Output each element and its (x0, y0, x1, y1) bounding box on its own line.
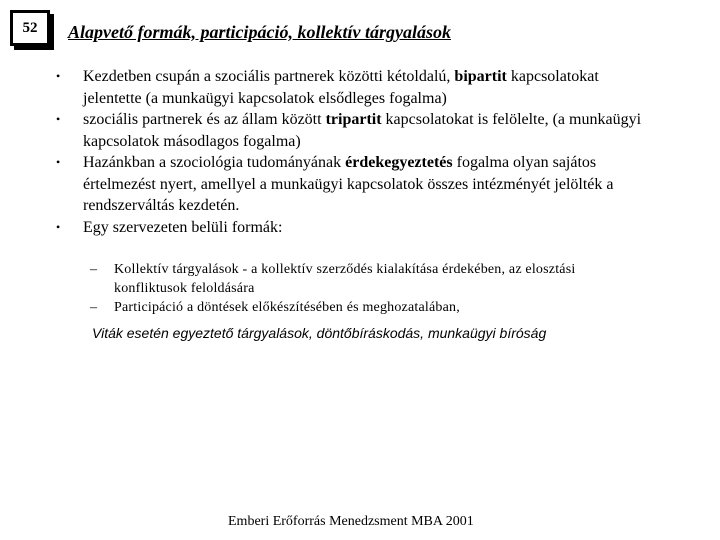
bullet-item (52, 152, 652, 217)
sub-bullet-item (90, 298, 650, 317)
sub-bullet-text: Kollektív tárgyalások - a kollektív szerződés kialakítása érdekében, az elosztási konfliktusok feloldására (114, 262, 576, 296)
page-number: 52 (22, 20, 38, 36)
bullet-text-after: kapcsolatokat jelentette (a munkaügyi kapcsolatok elsődleges fogalma) (83, 68, 599, 107)
bullet-text (83, 217, 652, 239)
italic-note: Viták esetén egyeztető tárgyalások, döntőbíráskodás, munkaügyi bíróság (92, 325, 547, 341)
bullet-icon: • (56, 112, 61, 126)
bullet-text-before: Kezdetben csupán a szociális partnerek közötti kétoldalú, (83, 68, 455, 85)
page-number-box (10, 10, 50, 46)
bullet-icon: • (56, 155, 61, 169)
footer-text: Emberi Erőforrás Menedzsment MBA 2001 (228, 514, 474, 529)
bullet-item (52, 109, 652, 152)
dash-icon: – (90, 262, 98, 277)
bullet-text-before: Hazánkban a szociológia tudományának (83, 154, 346, 171)
slide-title: Alapvető formák, participáció, kollektív tárgyalások (68, 22, 451, 42)
bullet-text (83, 152, 652, 217)
bullet-text-before: szociális partnerek és az állam között (83, 111, 326, 128)
bullet-item (52, 66, 652, 109)
sub-bullet-text: Participáció a döntések előkészítésében és meghozatalában, (114, 300, 460, 315)
bullet-icon: • (56, 219, 61, 234)
bullet-text-after: kapcsolatokat is felölelte, (a munkaügyi kapcsolatok másodlagos fogalma) (83, 111, 642, 150)
bullet-text-bold: érdekegyeztetés (345, 154, 453, 171)
bullet-item (52, 217, 652, 239)
bullet-text-after: fogalma olyan sajátos értelmezést nyert, amellyel a munkaügyi kapcsolatok összes intézményét jelölték a rendszerváltás kezdetén. (83, 154, 614, 214)
bullet-icon: • (56, 69, 61, 83)
sub-bullet-list (90, 260, 650, 317)
bullet-text (83, 66, 652, 109)
sub-bullet-item (90, 260, 650, 298)
bullet-text-bold: tripartit (325, 111, 382, 128)
bullet-list (52, 66, 652, 238)
bullet-text (83, 109, 652, 152)
bullet-text-bold: bipartit (454, 68, 507, 85)
bullet-text-before: Egy szervezeten belüli formák: (83, 218, 283, 236)
dash-icon: – (90, 300, 98, 315)
